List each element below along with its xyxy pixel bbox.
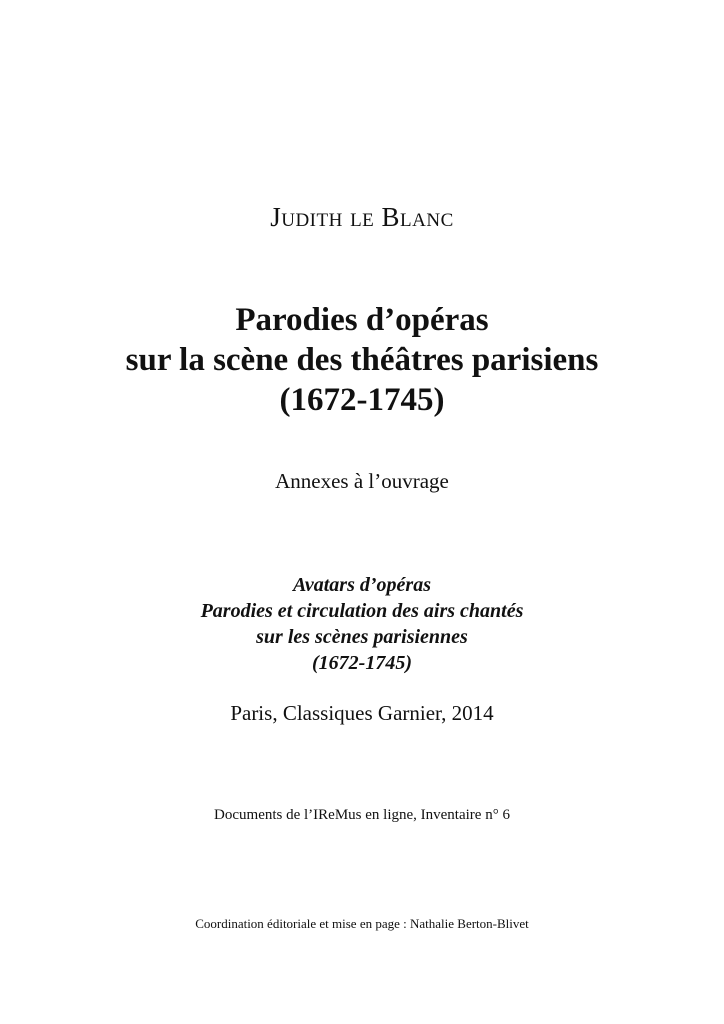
publisher-info: Paris, Classiques Garnier, 2014 <box>230 701 494 725</box>
subtitle: Annexes à l’ouvrage <box>275 469 449 493</box>
book-title-line-1: Avatars d’opéras <box>293 574 431 596</box>
book-title-line-4: (1672-1745) <box>312 652 412 674</box>
author-name: Judith le Blanc <box>270 202 454 232</box>
book-title-line-3: sur les scènes parisiennes <box>256 626 468 648</box>
book-title-line-2: Parodies et circulation des airs chantés <box>200 600 524 622</box>
series-info: Documents de l’IReMus en ligne, Inventaire n° 6 <box>214 807 510 823</box>
main-title-line-2: sur la scène des théâtres parisiens <box>125 342 599 378</box>
main-title-line-1: Parodies d’opéras <box>235 302 489 338</box>
editorial-credits: Coordination éditoriale et mise en page : Nathalie Berton-Blivet <box>195 916 529 931</box>
main-title-line-3: (1672-1745) <box>279 382 445 418</box>
